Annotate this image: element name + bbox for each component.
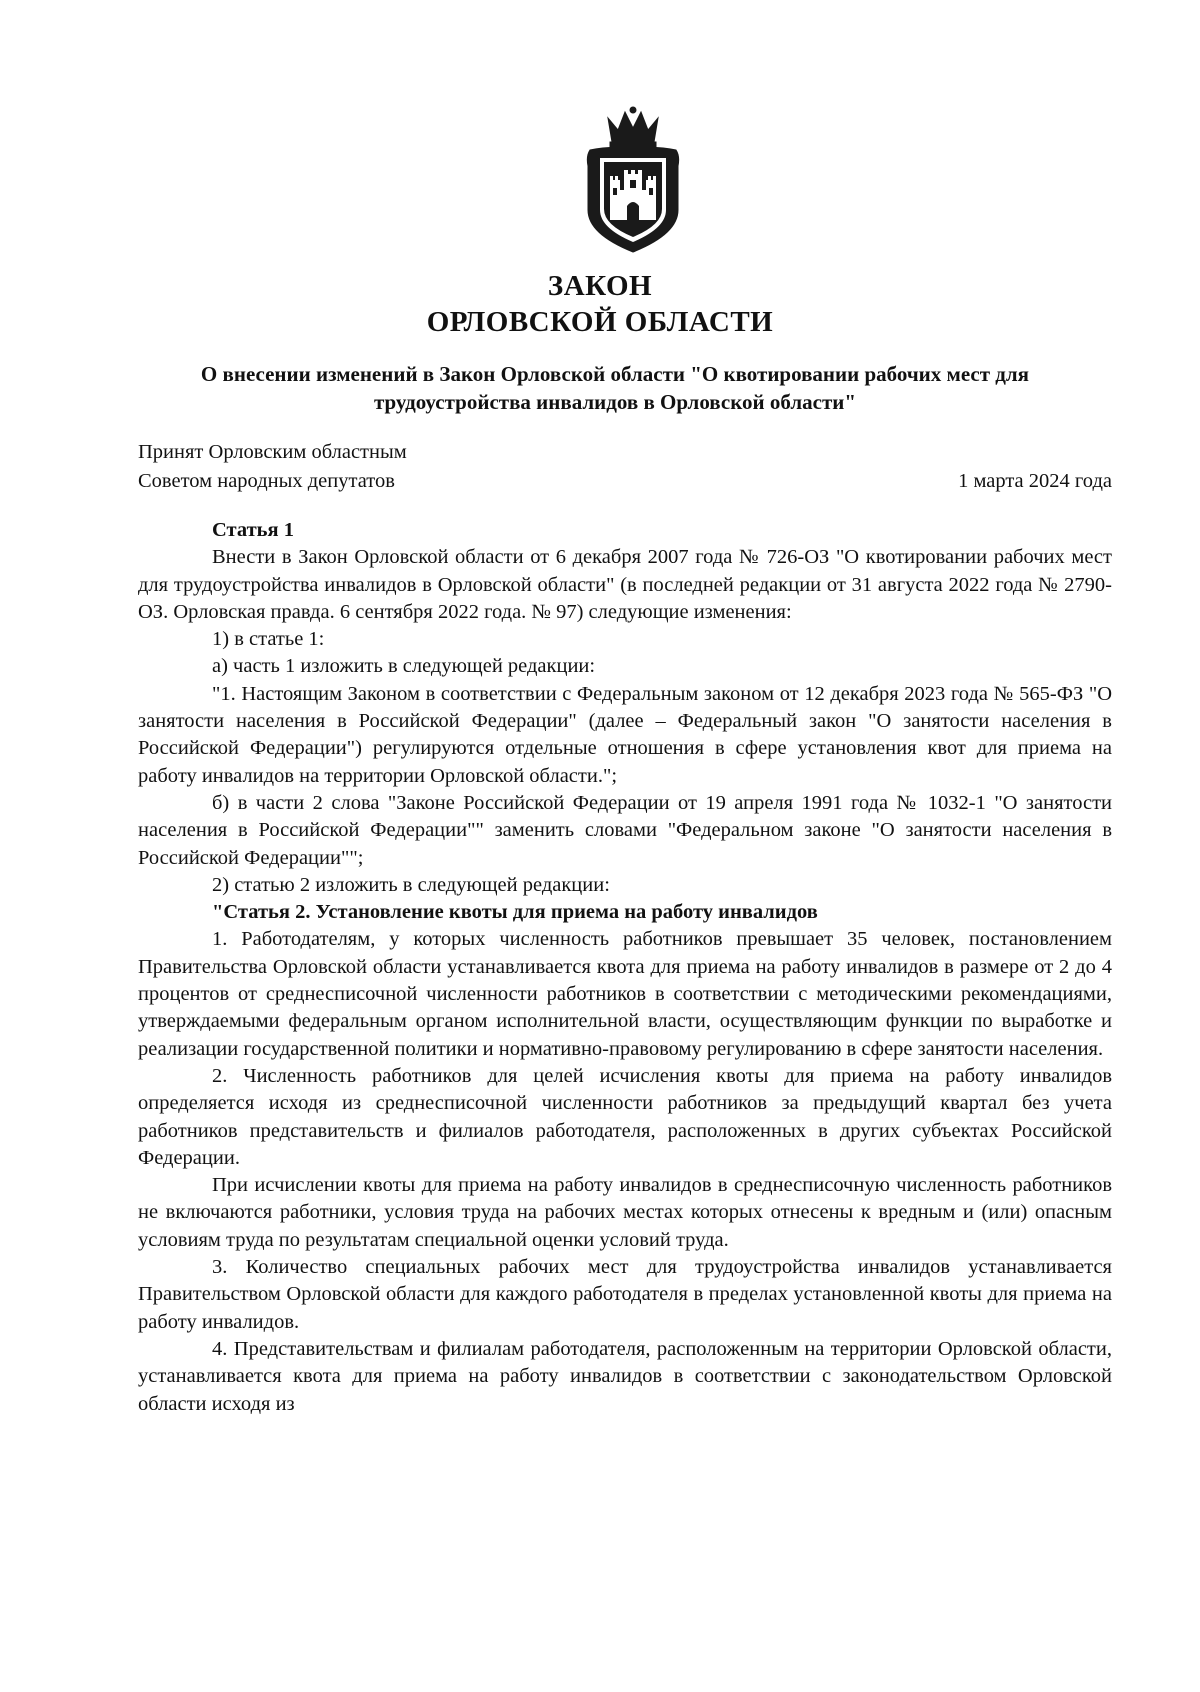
body-paragraph: 2. Численность работников для целей исчисления квоты для приема на работу инвалидов определяется исходя из среднесписочной численности работников за предыдущий квартал без учета работников представительств и филиалов работодателя, расположенных в других субъектах Российской Федерации. [138, 1064, 1112, 1169]
body-paragraph: 3. Количество специальных рабочих мест для трудоустройства инвалидов устанавливается Правительством Орловской области для каждого работодателя в пределах установленной квоты для приема на работу инвалидов. [138, 1256, 1112, 1333]
body-paragraph: а) часть 1 изложить в следующей редакции: [212, 655, 596, 678]
law-title [0, 268, 1200, 340]
law-subtitle: О внесении изменений в Закон Орловской области "О квотировании рабочих мест для трудоустройства инвалидов в Орловской области" [200, 362, 1030, 414]
adoption-line-1: Принят Орловским областным [138, 441, 407, 463]
adoption-date: 1 марта 2024 года [958, 470, 1112, 492]
adoption-block [138, 438, 407, 496]
body-paragraph: 1) в статье 1: [212, 628, 325, 651]
article-heading: "Статья 2. Установление квоты для приема на работу инвалидов [212, 901, 818, 924]
body-paragraph: "1. Настоящим Законом в соответствии с Федеральным законом от 12 декабря 2023 года № 565-ФЗ "О занятости населения в Российской Федерации" (далее – Федеральный закон "О занятости населения в Российской Федерации") регулируются отдельные отношения в сфере установления квот для приема на работу инвалидов на территории Орловской области."; [138, 682, 1112, 787]
article-heading: Статья 1 [212, 519, 294, 541]
body-paragraph: б) в части 2 слова "Законе Российской Федерации от 19 апреля 1991 года № 1032-1 "О занятости населения в Российской Федерации"" заменить словами "Федеральном законе "О занятости населения в Российской Федерации""; [138, 791, 1112, 869]
adoption-line-2: Советом народных депутатов [138, 470, 395, 492]
body-paragraph: Внести в Закон Орловской области от 6 декабря 2007 года № 726-ОЗ "О квотировании рабочих мест для трудоустройства инвалидов в Орловской области" (в последней редакции от 31 августа 2022 года № 2790-ОЗ. Орловская правда. 6 сентября 2022 года. № 97) следующие изменения: [138, 546, 1112, 623]
law-body [138, 517, 1112, 1418]
body-paragraph: При исчислении квоты для приема на работу инвалидов в среднесписочную численность работников не включаются работники, условия труда на рабочих местах которых отнесены к вредным и (или) опасным условиям труда по результатам специальной оценки условий труда. [138, 1174, 1112, 1251]
title-line-2: ОРЛОВСКОЙ ОБЛАСТИ [426, 306, 774, 338]
body-paragraph: 2) статью 2 изложить в следующей редакции: [212, 873, 610, 896]
coat-of-arms-emblem [578, 106, 688, 254]
body-paragraph: 1. Работодателям, у которых численность работников превышает 35 человек, постановлением Правительства Орловской области устанавливается квота для приема на работу инвалидов в размере от 2 до 4 процентов от среднесписочной численности работников в соответствии с методическими рекомендациями, утверждаемыми федеральным органом исполнительной власти, осуществляющим функции по выработке и реализации государственной политики и нормативно-правовому регулированию в сфере занятости населения. [138, 928, 1112, 1060]
body-paragraph: 4. Представительствам и филиалам работодателя, расположенным на территории Орловской области, устанавливается квота для приема на работу инвалидов в соответствии с законодательством Орловской области исходя из [138, 1337, 1112, 1415]
title-line-1: ЗАКОН [547, 270, 653, 302]
